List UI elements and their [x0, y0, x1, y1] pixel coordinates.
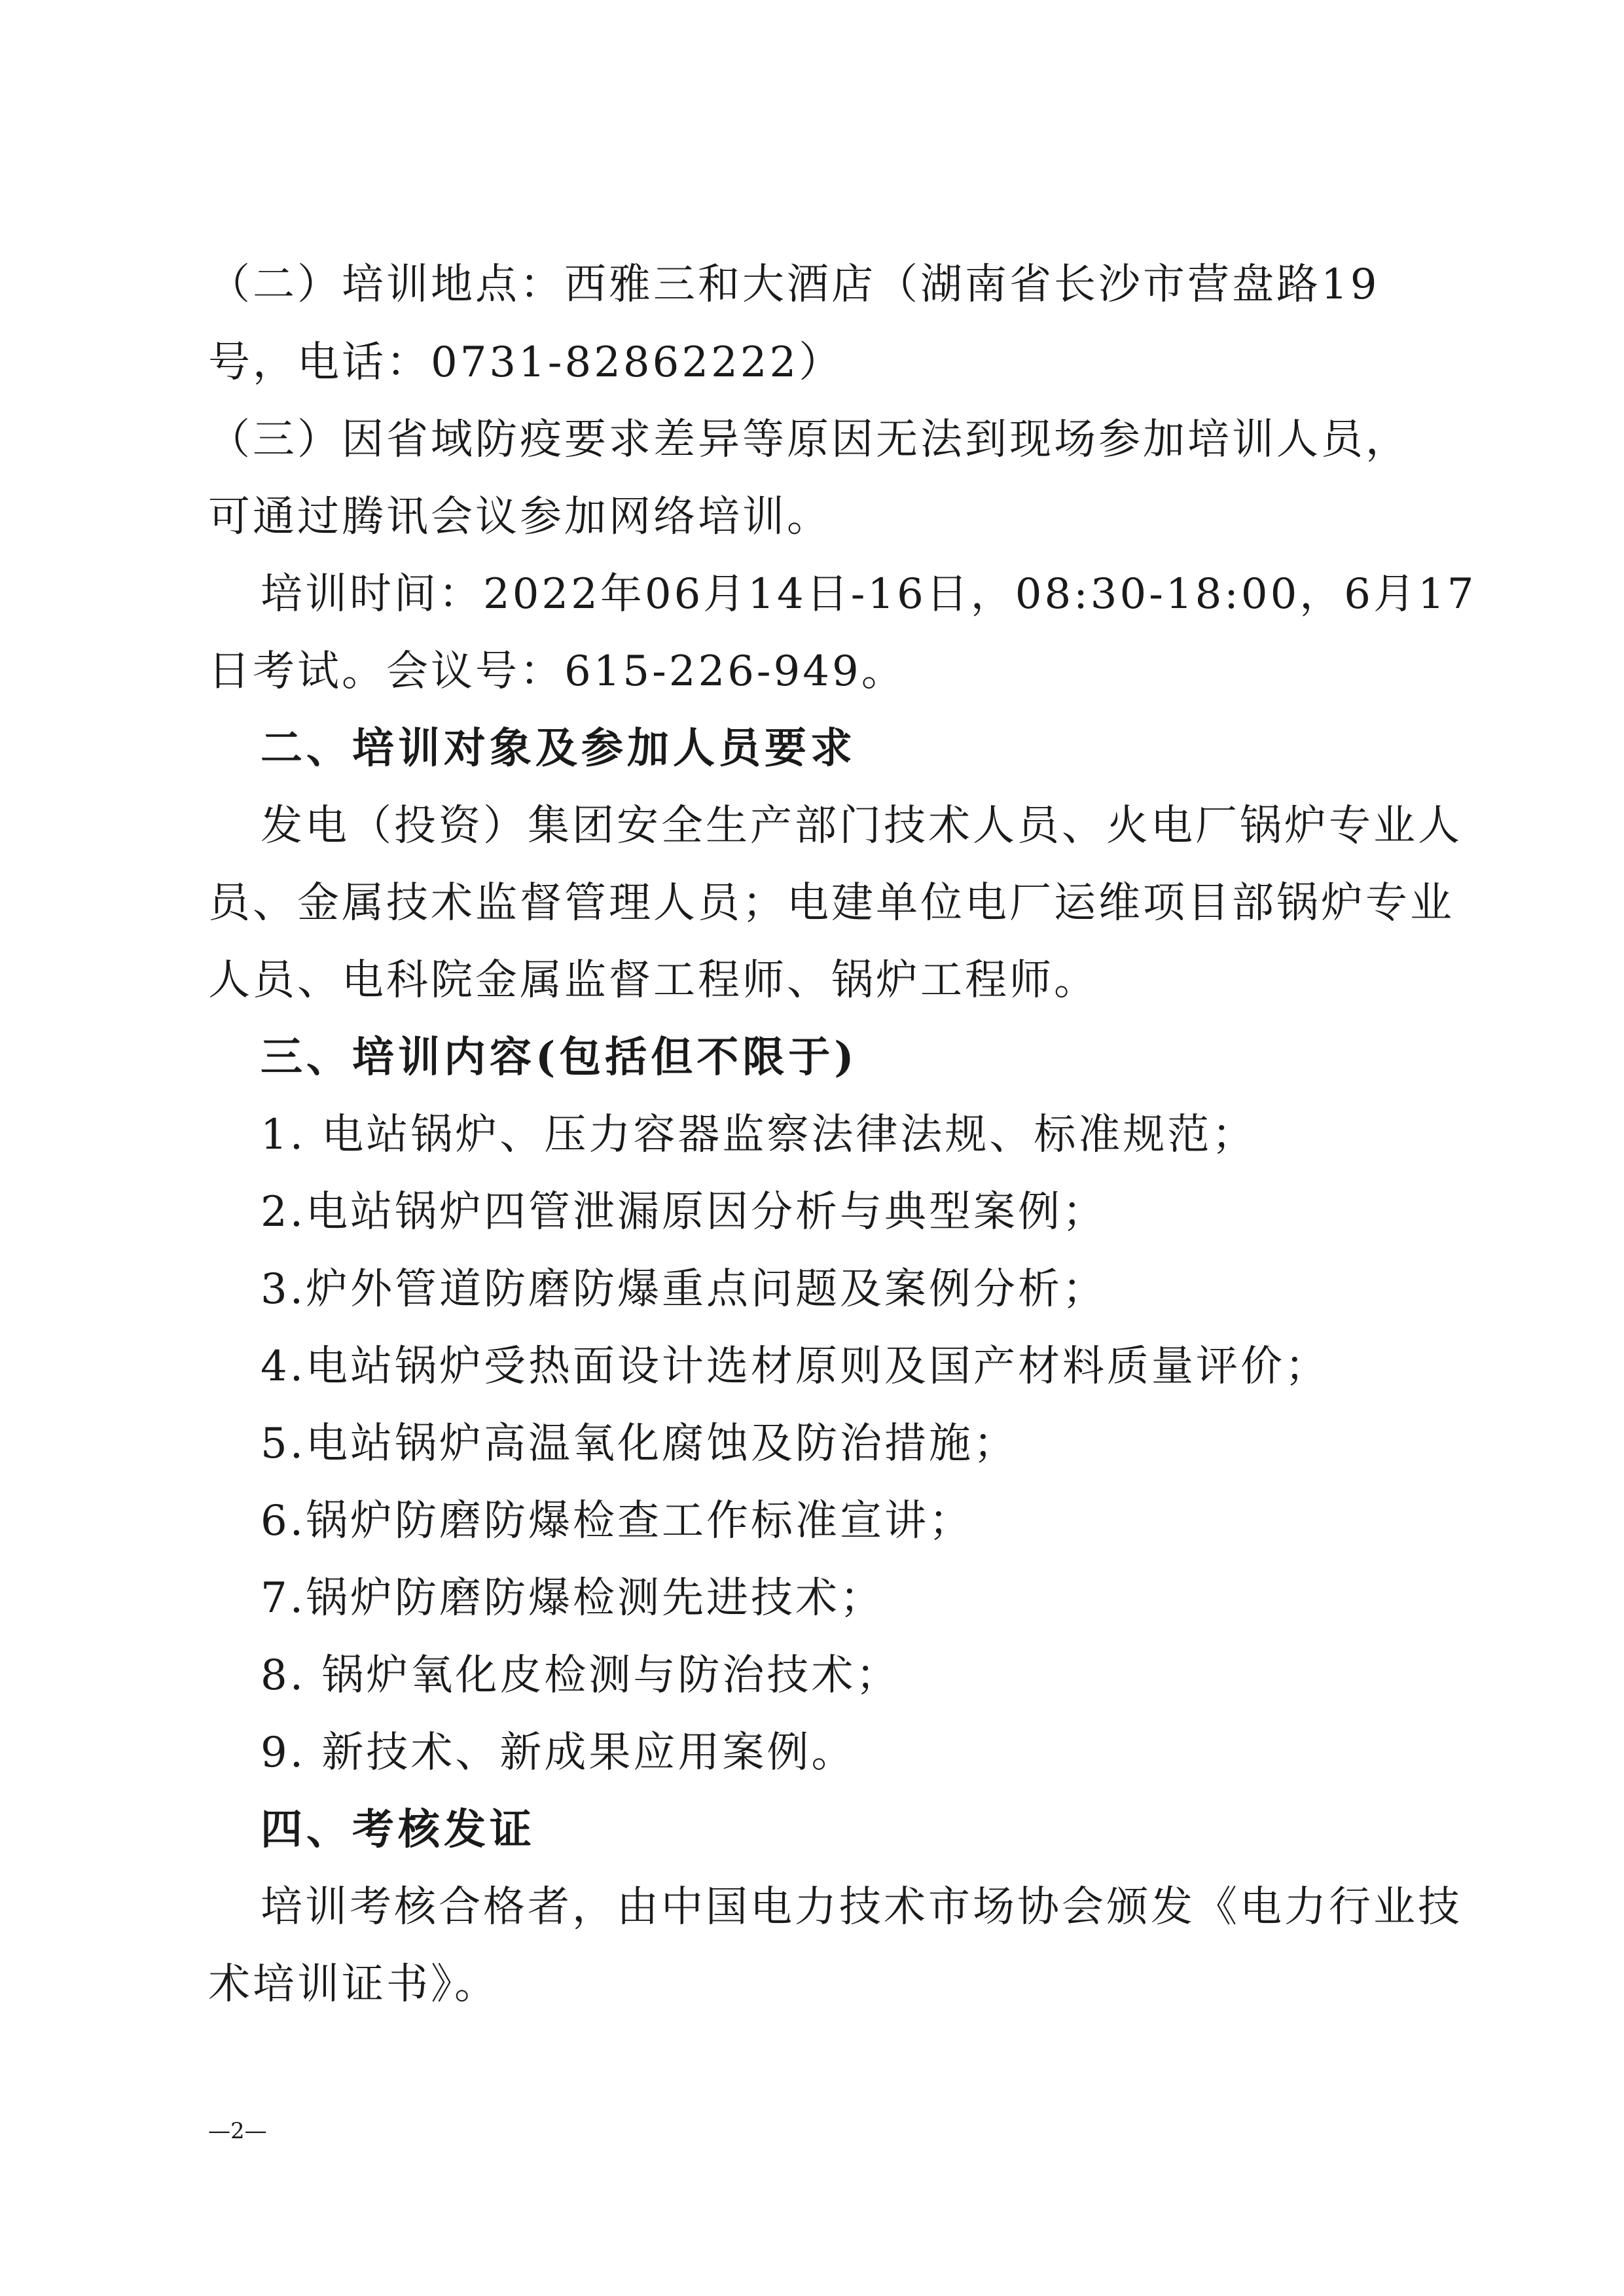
time-line-2: 日考试。会议号：615-226-949。	[208, 647, 906, 696]
page-number: —2—	[208, 2118, 267, 2144]
section-heading-certification: 四、考核发证	[261, 1805, 535, 1854]
content-item-3: 3.炉外管道防磨防爆重点问题及案例分析；	[261, 1265, 1108, 1314]
participants-line-2: 员、金属技术监督管理人员；电建单位电厂运维项目部锅炉专业	[208, 879, 1454, 927]
certification-line-1: 培训考核合格者，由中国电力技术市场协会颁发《电力行业技	[261, 1883, 1462, 1931]
participants-line-1: 发电（投资）集团安全生产部门技术人员、火电厂锅炉专业人	[261, 802, 1462, 850]
content-item-6: 6.锅炉防磨防爆检查工作标准宣讲；	[261, 1497, 974, 1545]
content-item-7: 7.锅炉防磨防爆检测先进技术；	[261, 1574, 885, 1623]
content-item-1: 1. 电站锅炉、压力容器监察法律法规、标准规范；	[261, 1111, 1257, 1159]
online-line-2: 可通过腾讯会议参加网络培训。	[208, 493, 831, 541]
content-item-4: 4.电站锅炉受热面设计选材原则及国产材料质量评价；	[261, 1342, 1330, 1391]
certification-line-2: 术培训证书》。	[208, 1960, 499, 2009]
content-item-8: 8. 锅炉氧化皮检测与防治技术；	[261, 1651, 901, 1700]
venue-line-2: 号，电话：0731-82862222）	[208, 338, 844, 387]
participants-line-3: 人员、电科院金属监督工程师、锅炉工程师。	[208, 956, 1098, 1005]
content-item-2: 2.电站锅炉四管泄漏原因分析与典型案例；	[261, 1188, 1108, 1236]
venue-line-1: （二）培训地点：西雅三和大酒店（湖南省长沙市营盘路19	[208, 260, 1380, 309]
content-item-9: 9. 新技术、新成果应用案例。	[261, 1729, 856, 1777]
section-heading-content: 三、培训内容(包括但不限于)	[261, 1033, 858, 1082]
content-item-5: 5.电站锅炉高温氧化腐蚀及防治措施；	[261, 1420, 1019, 1468]
section-heading-participants: 二、培训对象及参加人员要求	[261, 724, 856, 773]
online-line-1: （三）因省域防疫要求差异等原因无法到现场参加培训人员，	[208, 416, 1410, 464]
time-line-1: 培训时间：2022年06月14日-16日，08:30-18:00，6月17	[261, 570, 1477, 619]
